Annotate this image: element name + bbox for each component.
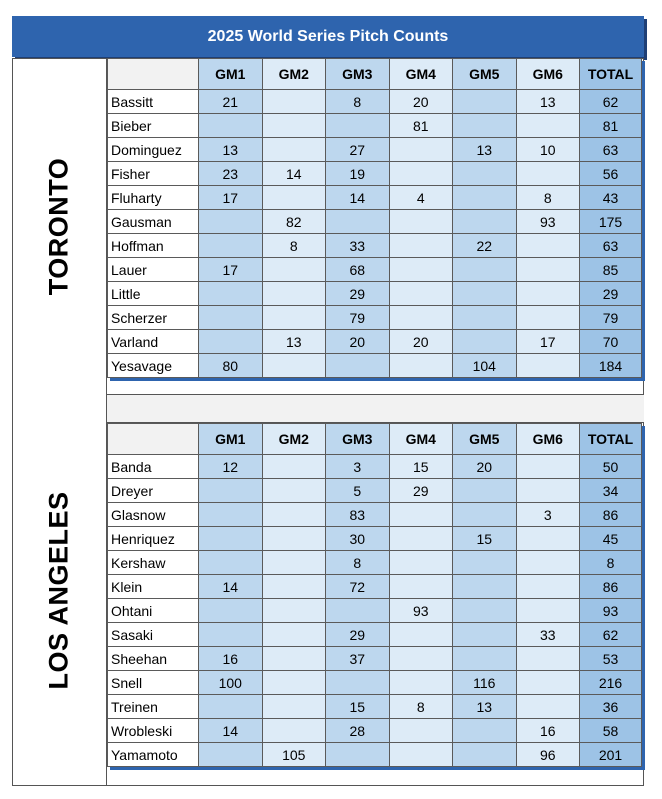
table-row — [108, 282, 642, 306]
column-header-total: TOTAL — [580, 59, 642, 90]
pitch-count-cell — [199, 599, 263, 623]
pitch-count-cell — [326, 354, 390, 378]
pitch-count-cell — [326, 743, 390, 767]
pitch-count-cell — [389, 575, 453, 599]
pitch-count-cell — [389, 210, 453, 234]
pitch-count-cell — [262, 503, 326, 527]
total-cell: 56 — [580, 162, 642, 186]
pitch-count-cell — [389, 258, 453, 282]
pitch-count-cell: 13 — [453, 138, 517, 162]
pitch-count-cell: 19 — [326, 162, 390, 186]
pitch-count-cell — [199, 306, 263, 330]
pitch-count-cell: 23 — [199, 162, 263, 186]
pitch-count-cell — [453, 90, 517, 114]
total-cell: 86 — [580, 503, 642, 527]
total-cell: 50 — [580, 455, 642, 479]
total-cell: 58 — [580, 719, 642, 743]
pitch-count-cell: 13 — [199, 138, 263, 162]
pitch-count-cell: 93 — [389, 599, 453, 623]
pitch-count-cell: 28 — [326, 719, 390, 743]
pitch-count-cell: 68 — [326, 258, 390, 282]
pitcher-name: Henriquez — [108, 527, 199, 551]
table-row — [108, 114, 642, 138]
pitch-count-cell — [262, 258, 326, 282]
table-row — [108, 186, 642, 210]
pitch-count-cell — [453, 186, 517, 210]
pitcher-name: Glasnow — [108, 503, 199, 527]
pitch-count-cell — [516, 527, 580, 551]
pitch-count-cell: 96 — [516, 743, 580, 767]
total-cell: 63 — [580, 138, 642, 162]
pitch-count-cell: 8 — [326, 551, 390, 575]
column-header-total: TOTAL — [580, 424, 642, 455]
table-row — [108, 743, 642, 767]
table-row — [108, 575, 642, 599]
header-row — [108, 424, 642, 455]
pitch-count-cell: 27 — [326, 138, 390, 162]
pitch-count-cell — [262, 575, 326, 599]
table-row — [108, 90, 642, 114]
pitch-count-cell: 5 — [326, 479, 390, 503]
pitch-count-cell: 30 — [326, 527, 390, 551]
total-cell: 36 — [580, 695, 642, 719]
pitch-count-cell — [199, 551, 263, 575]
pitch-count-cell — [262, 306, 326, 330]
table-row — [108, 306, 642, 330]
pitch-count-cell: 4 — [389, 186, 453, 210]
pitcher-name: Wrobleski — [108, 719, 199, 743]
pitch-count-cell — [199, 479, 263, 503]
pitch-count-cell: 33 — [516, 623, 580, 647]
table-row — [108, 527, 642, 551]
pitcher-name: Fisher — [108, 162, 199, 186]
pitch-count-cell — [389, 551, 453, 575]
pitch-count-cell — [262, 719, 326, 743]
column-header-gm4: GM4 — [389, 59, 453, 90]
team-label-toronto — [12, 58, 107, 395]
pitch-count-cell — [453, 503, 517, 527]
total-cell: 93 — [580, 599, 642, 623]
los-angeles-table — [107, 423, 642, 767]
total-cell: 201 — [580, 743, 642, 767]
pitcher-name: Dominguez — [108, 138, 199, 162]
pitch-count-cell: 10 — [516, 138, 580, 162]
toronto-table — [107, 58, 642, 378]
pitch-count-cell: 16 — [516, 719, 580, 743]
pitch-count-cell — [262, 623, 326, 647]
table-row — [108, 234, 642, 258]
total-cell: 184 — [580, 354, 642, 378]
pitcher-name: Bieber — [108, 114, 199, 138]
pitch-count-cell — [516, 695, 580, 719]
pitch-count-cell: 8 — [516, 186, 580, 210]
pitcher-name: Kershaw — [108, 551, 199, 575]
pitch-count-cell — [453, 258, 517, 282]
pitch-count-cell — [199, 503, 263, 527]
pitch-count-cell — [262, 138, 326, 162]
pitch-count-cell — [262, 647, 326, 671]
pitch-count-cell — [199, 623, 263, 647]
pitch-count-cell — [516, 599, 580, 623]
pitch-count-cell — [453, 623, 517, 647]
pitch-count-cell: 82 — [262, 210, 326, 234]
pitch-count-cell: 21 — [199, 90, 263, 114]
pitcher-name: Treinen — [108, 695, 199, 719]
pitcher-name: Varland — [108, 330, 199, 354]
pitch-count-cell: 13 — [516, 90, 580, 114]
pitch-count-cell — [262, 114, 326, 138]
total-cell: 43 — [580, 186, 642, 210]
column-header-gm3: GM3 — [326, 59, 390, 90]
pitch-count-cell: 13 — [453, 695, 517, 719]
pitch-count-cell: 15 — [326, 695, 390, 719]
pitch-count-cell — [453, 282, 517, 306]
pitch-count-cell — [262, 671, 326, 695]
pitch-count-cell — [389, 354, 453, 378]
column-header-gm2: GM2 — [262, 59, 326, 90]
total-cell: 62 — [580, 623, 642, 647]
total-cell: 85 — [580, 258, 642, 282]
pitch-count-cell: 29 — [326, 623, 390, 647]
pitch-count-cell — [199, 234, 263, 258]
pitch-count-cell — [453, 575, 517, 599]
pitch-count-cell: 72 — [326, 575, 390, 599]
pitch-count-cell — [326, 114, 390, 138]
column-header-gm6: GM6 — [516, 424, 580, 455]
pitch-count-cell — [389, 306, 453, 330]
pitch-count-cell: 37 — [326, 647, 390, 671]
table-row — [108, 671, 642, 695]
pitch-count-cell: 3 — [516, 503, 580, 527]
pitch-count-cell — [453, 719, 517, 743]
pitch-count-cell — [389, 743, 453, 767]
total-cell: 81 — [580, 114, 642, 138]
pitch-count-cell — [262, 695, 326, 719]
pitch-count-cell: 22 — [453, 234, 517, 258]
total-cell: 79 — [580, 306, 642, 330]
header-corner — [108, 59, 199, 90]
pitch-count-cell — [389, 282, 453, 306]
total-cell: 63 — [580, 234, 642, 258]
pitch-count-cell — [453, 479, 517, 503]
pitch-count-cell: 105 — [262, 743, 326, 767]
table-row — [108, 695, 642, 719]
pitch-count-cell — [516, 455, 580, 479]
pitch-count-cell — [453, 551, 517, 575]
table-row — [108, 623, 642, 647]
pitcher-name: Banda — [108, 455, 199, 479]
page-title: 2025 World Series Pitch Counts — [12, 16, 644, 57]
total-cell: 216 — [580, 671, 642, 695]
total-cell: 175 — [580, 210, 642, 234]
pitch-count-cell — [516, 282, 580, 306]
pitch-count-cell: 14 — [199, 575, 263, 599]
team-name: TORONTO — [43, 157, 74, 296]
pitch-count-cell — [389, 719, 453, 743]
pitch-count-cell: 14 — [262, 162, 326, 186]
table-row — [108, 599, 642, 623]
pitcher-name: Hoffman — [108, 234, 199, 258]
pitch-count-cell — [516, 258, 580, 282]
column-header-gm6: GM6 — [516, 59, 580, 90]
pitcher-name: Snell — [108, 671, 199, 695]
pitch-count-cell: 14 — [326, 186, 390, 210]
pitch-count-cell: 15 — [389, 455, 453, 479]
total-cell: 45 — [580, 527, 642, 551]
team-label-los-angeles — [12, 394, 107, 786]
column-header-gm2: GM2 — [262, 424, 326, 455]
pitcher-name: Bassitt — [108, 90, 199, 114]
pitch-count-cell: 33 — [326, 234, 390, 258]
pitch-count-cell — [262, 599, 326, 623]
pitch-count-cell: 8 — [389, 695, 453, 719]
pitcher-name: Gausman — [108, 210, 199, 234]
pitch-count-cell: 17 — [199, 186, 263, 210]
table-row — [108, 551, 642, 575]
pitch-count-cell: 100 — [199, 671, 263, 695]
pitch-count-cell — [516, 575, 580, 599]
pitch-count-cell — [199, 114, 263, 138]
pitch-count-cell: 16 — [199, 647, 263, 671]
pitch-count-cell — [389, 234, 453, 258]
pitch-count-cell — [389, 162, 453, 186]
table-row — [108, 354, 642, 378]
pitch-count-cell: 13 — [262, 330, 326, 354]
pitch-count-cell: 8 — [262, 234, 326, 258]
pitch-count-cell — [262, 479, 326, 503]
pitch-count-cell — [199, 330, 263, 354]
pitch-count-cell: 80 — [199, 354, 263, 378]
table-row — [108, 162, 642, 186]
total-cell: 8 — [580, 551, 642, 575]
pitch-count-cell — [516, 647, 580, 671]
pitcher-name: Scherzer — [108, 306, 199, 330]
column-header-gm1: GM1 — [199, 59, 263, 90]
pitcher-name: Fluharty — [108, 186, 199, 210]
pitch-count-cell — [453, 330, 517, 354]
pitcher-name: Yesavage — [108, 354, 199, 378]
pitch-count-cell: 116 — [453, 671, 517, 695]
pitch-count-cell — [389, 671, 453, 695]
pitch-count-cell — [199, 527, 263, 551]
pitch-count-cell — [516, 234, 580, 258]
table-row — [108, 719, 642, 743]
team-separator — [107, 394, 644, 423]
pitch-count-cell: 3 — [326, 455, 390, 479]
pitch-count-cell — [389, 647, 453, 671]
pitch-count-cell — [262, 527, 326, 551]
pitch-count-cell — [453, 647, 517, 671]
total-cell: 70 — [580, 330, 642, 354]
column-header-gm1: GM1 — [199, 424, 263, 455]
pitch-count-cell — [262, 455, 326, 479]
pitch-count-cell — [326, 599, 390, 623]
pitch-count-cell — [199, 743, 263, 767]
total-cell: 29 — [580, 282, 642, 306]
pitch-count-cell: 20 — [389, 90, 453, 114]
pitch-count-cell: 79 — [326, 306, 390, 330]
pitch-count-cell — [389, 138, 453, 162]
pitcher-name: Dreyer — [108, 479, 199, 503]
pitch-count-cell: 81 — [389, 114, 453, 138]
pitch-count-cell — [516, 162, 580, 186]
table-row — [108, 210, 642, 234]
pitcher-name: Little — [108, 282, 199, 306]
table-row — [108, 258, 642, 282]
pitch-count-cell — [262, 186, 326, 210]
pitcher-name: Sasaki — [108, 623, 199, 647]
pitcher-name: Lauer — [108, 258, 199, 282]
pitch-count-cell — [262, 551, 326, 575]
pitch-count-cell — [516, 306, 580, 330]
header-corner — [108, 424, 199, 455]
pitch-count-cell — [516, 114, 580, 138]
total-cell: 86 — [580, 575, 642, 599]
pitch-count-cell — [453, 162, 517, 186]
table-row — [108, 138, 642, 162]
pitch-count-cell: 17 — [516, 330, 580, 354]
pitch-count-cell — [453, 306, 517, 330]
pitch-count-cell: 20 — [326, 330, 390, 354]
pitch-count-cell: 14 — [199, 719, 263, 743]
column-header-gm4: GM4 — [389, 424, 453, 455]
pitch-count-cell — [389, 503, 453, 527]
pitch-count-cell — [262, 90, 326, 114]
pitch-count-cell — [453, 210, 517, 234]
pitch-count-cell — [516, 551, 580, 575]
pitch-count-cell — [516, 354, 580, 378]
pitch-count-cell: 20 — [389, 330, 453, 354]
pitcher-name: Klein — [108, 575, 199, 599]
total-cell: 34 — [580, 479, 642, 503]
header-row — [108, 59, 642, 90]
pitch-count-cell: 8 — [326, 90, 390, 114]
pitch-count-cell: 12 — [199, 455, 263, 479]
pitch-count-cell — [199, 282, 263, 306]
pitch-count-cell — [389, 623, 453, 647]
pitcher-name: Yamamoto — [108, 743, 199, 767]
pitch-count-cell: 104 — [453, 354, 517, 378]
pitch-count-cell: 83 — [326, 503, 390, 527]
pitch-count-cell: 17 — [199, 258, 263, 282]
pitch-count-cell — [453, 114, 517, 138]
total-cell: 53 — [580, 647, 642, 671]
table-row — [108, 330, 642, 354]
column-header-gm3: GM3 — [326, 424, 390, 455]
pitch-count-cell: 29 — [326, 282, 390, 306]
pitch-count-cell — [516, 671, 580, 695]
pitch-count-cell: 29 — [389, 479, 453, 503]
pitch-count-cell — [199, 210, 263, 234]
total-cell: 62 — [580, 90, 642, 114]
pitch-count-cell — [262, 354, 326, 378]
pitch-count-cell: 93 — [516, 210, 580, 234]
pitch-count-cell: 20 — [453, 455, 517, 479]
pitch-count-cell — [516, 479, 580, 503]
pitcher-name: Ohtani — [108, 599, 199, 623]
table-row — [108, 455, 642, 479]
table-row — [108, 479, 642, 503]
team-name: LOS ANGELES — [43, 490, 74, 690]
pitch-count-cell — [453, 743, 517, 767]
pitch-count-cell: 15 — [453, 527, 517, 551]
pitch-count-cell — [453, 599, 517, 623]
pitch-count-cell — [326, 671, 390, 695]
pitch-count-cell — [389, 527, 453, 551]
column-header-gm5: GM5 — [453, 424, 517, 455]
pitcher-name: Sheehan — [108, 647, 199, 671]
pitch-count-cell — [199, 695, 263, 719]
pitch-count-cell — [262, 282, 326, 306]
table-row — [108, 503, 642, 527]
table-row — [108, 647, 642, 671]
column-header-gm5: GM5 — [453, 59, 517, 90]
pitch-count-cell — [326, 210, 390, 234]
